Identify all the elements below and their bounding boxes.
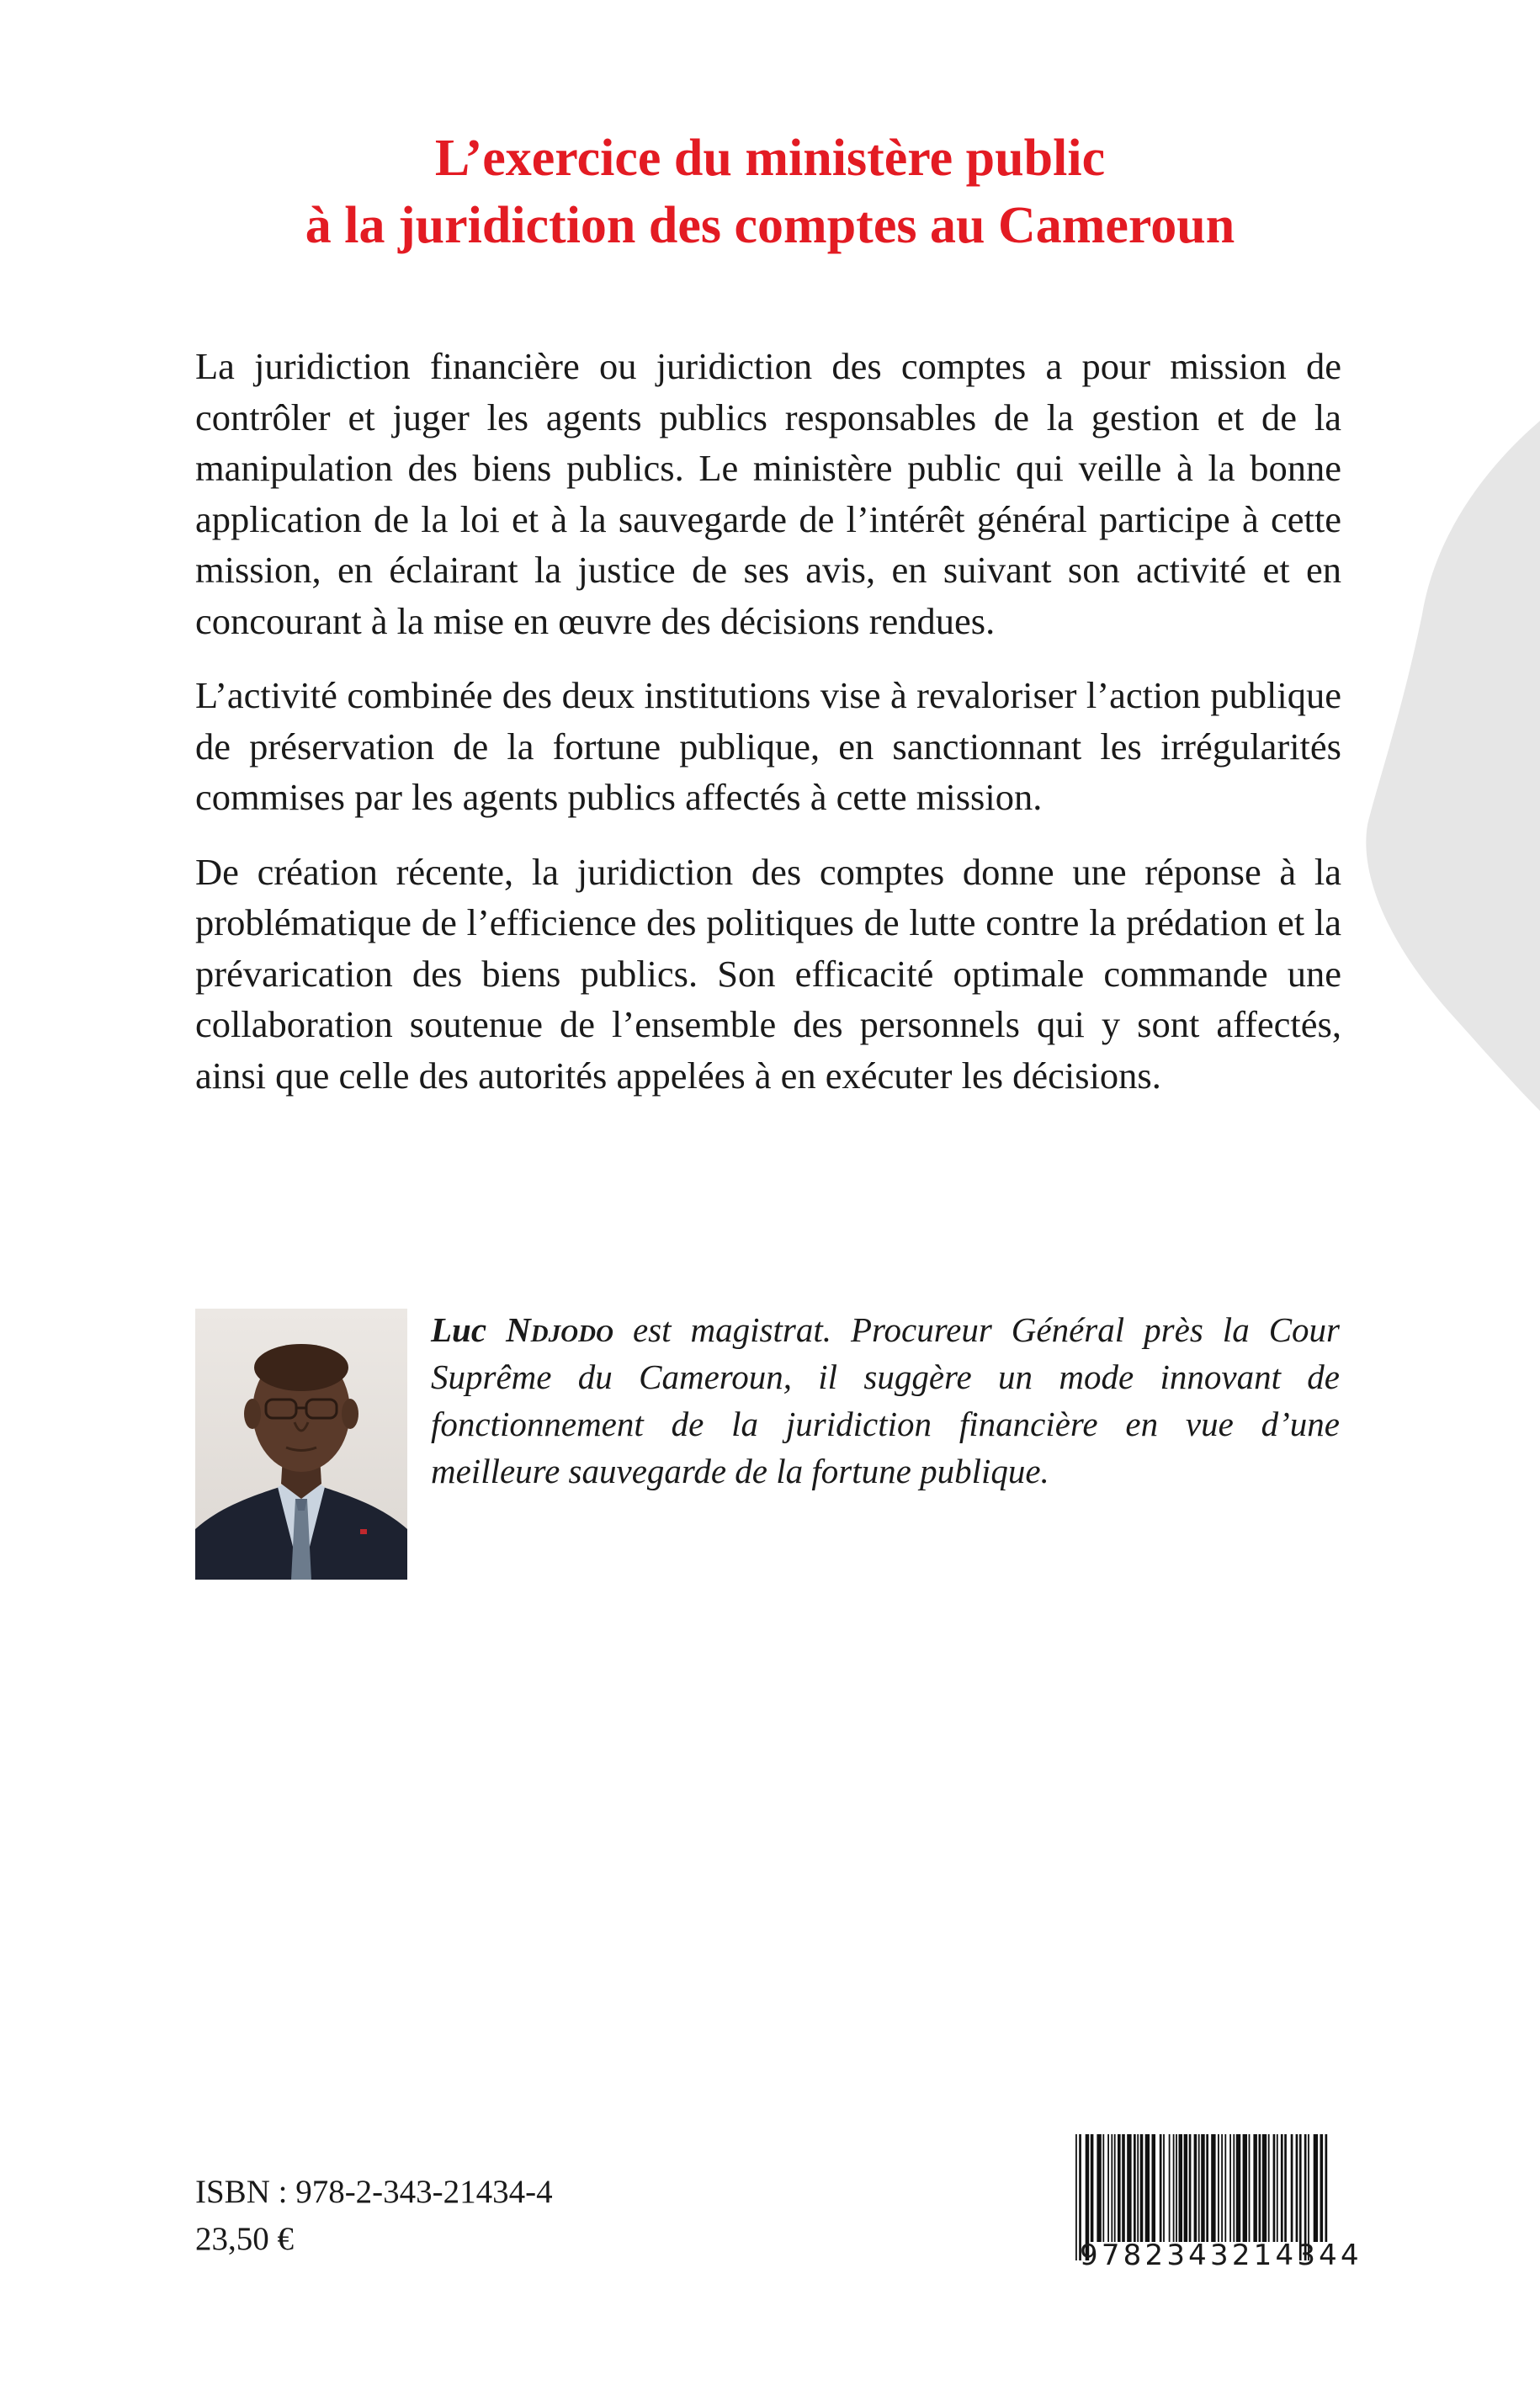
barcode-bar (1163, 2134, 1165, 2242)
barcode-bar (1091, 2134, 1094, 2242)
barcode-bar (1140, 2134, 1144, 2242)
barcode-bar (1221, 2134, 1223, 2242)
barcode-bar (1206, 2134, 1208, 2242)
barcode-bar (1102, 2134, 1104, 2242)
barcode-bar (1259, 2134, 1261, 2242)
summary-text (195, 341, 1341, 1124)
barcode-digits: 9782343214344 (1080, 2239, 1362, 2272)
barcode-bar (1284, 2134, 1287, 2242)
author-photo (195, 1309, 407, 1580)
barcode-bar (1291, 2134, 1293, 2242)
barcode-bar (1111, 2134, 1113, 2242)
barcode-bar (1314, 2134, 1318, 2242)
barcode-bar (1325, 2134, 1328, 2242)
barcode-bar (1145, 2134, 1150, 2242)
barcode-bar (1281, 2134, 1283, 2242)
barcode-bar (1179, 2134, 1183, 2242)
author-bio-text: est magistrat. Procureur Général près la Cour Suprême du Cameroun, il suggère un mode innovant de fonctionnement de la juridiction financière en vue d’une meilleure sauvegarde de la fortune publique. (431, 1310, 1341, 1490)
barcode-bar (1127, 2134, 1131, 2242)
barcode-bar (1233, 2134, 1235, 2242)
barcode-bar (1173, 2134, 1175, 2242)
price: 23,50 € (195, 2221, 294, 2257)
barcode-bar (1201, 2134, 1205, 2242)
barcode-bar (1218, 2134, 1219, 2242)
barcode-bar (1236, 2134, 1240, 2242)
barcode-bar (1224, 2134, 1226, 2242)
author-first-name: Luc (431, 1310, 487, 1349)
barcode-bar (1273, 2134, 1276, 2242)
summary-paragraph-1: La juridiction financière ou juridiction des comptes a pour mission de contrôler et juger les agents publics responsables de la gestion et de la manipulation des biens publics. Le ministère public qui veille à la bonne application de la loi et à la sauvegarde de l’intérêt général participe à cette mission, en éclairant la justice de ses avis, en suivant son activité et en concourant à la mise en œuvre des décisions rendues. (195, 345, 1341, 642)
barcode-bar (1097, 2134, 1101, 2242)
barcode-bar (1137, 2134, 1139, 2242)
author-bio (431, 1306, 1340, 1495)
barcode-bar (1152, 2134, 1156, 2242)
barcode-bar (1296, 2134, 1298, 2242)
barcode-bar (1243, 2134, 1247, 2242)
barcode-bar (1277, 2134, 1278, 2242)
barcode-bar (1176, 2134, 1177, 2242)
barcode-bar (1198, 2134, 1200, 2242)
isbn: ISBN : 978-2-343-21434-4 (195, 2174, 553, 2210)
barcode-bar (1249, 2134, 1251, 2242)
barcode-bar (1134, 2134, 1136, 2242)
title-line-1: L’exercice du ministère public (434, 130, 1106, 187)
barcode-bar (1253, 2134, 1257, 2242)
barcode-bar (1320, 2134, 1324, 2242)
title-line-2: à la juridiction des comptes au Cameroun (305, 197, 1235, 254)
barcode-bar (1194, 2134, 1197, 2242)
barcode-bar (1169, 2134, 1171, 2242)
author-surname: Ndjodo (506, 1310, 613, 1349)
barcode-bar (1107, 2134, 1109, 2242)
barcode-bar (1268, 2134, 1270, 2242)
barcode-bar (1229, 2134, 1231, 2242)
summary-paragraph-3: De création récente, la juridiction des comptes donne une réponse à la problématique de l’efficience des politiques de lutte contre la prédation et la prévarication des biens publics. Son efficacité optimale commande une collaboration soutenue de l’ensemble des personnels qui y sont affectés, ainsi que celle des autorités appelées à en exécuter les décisions. (195, 850, 1341, 1097)
barcode-bar (1075, 2134, 1077, 2260)
barcode-bar (1211, 2134, 1215, 2242)
book-title (0, 125, 1540, 259)
barcode-bar (1262, 2134, 1267, 2242)
barcode-bar (1118, 2134, 1121, 2242)
barcode-bar (1114, 2134, 1116, 2242)
barcode-bar (1189, 2134, 1192, 2242)
barcode-bar (1160, 2134, 1162, 2242)
barcode-bar (1184, 2134, 1188, 2242)
barcode-bar (1122, 2134, 1125, 2242)
summary-paragraph-2: L’activité combinée des deux institutions vise à revaloriser l’action publique de préservation de la fortune publique, en sanctionnant les irrégularités commises par les agents publics affectés à cette mission. (195, 674, 1341, 818)
